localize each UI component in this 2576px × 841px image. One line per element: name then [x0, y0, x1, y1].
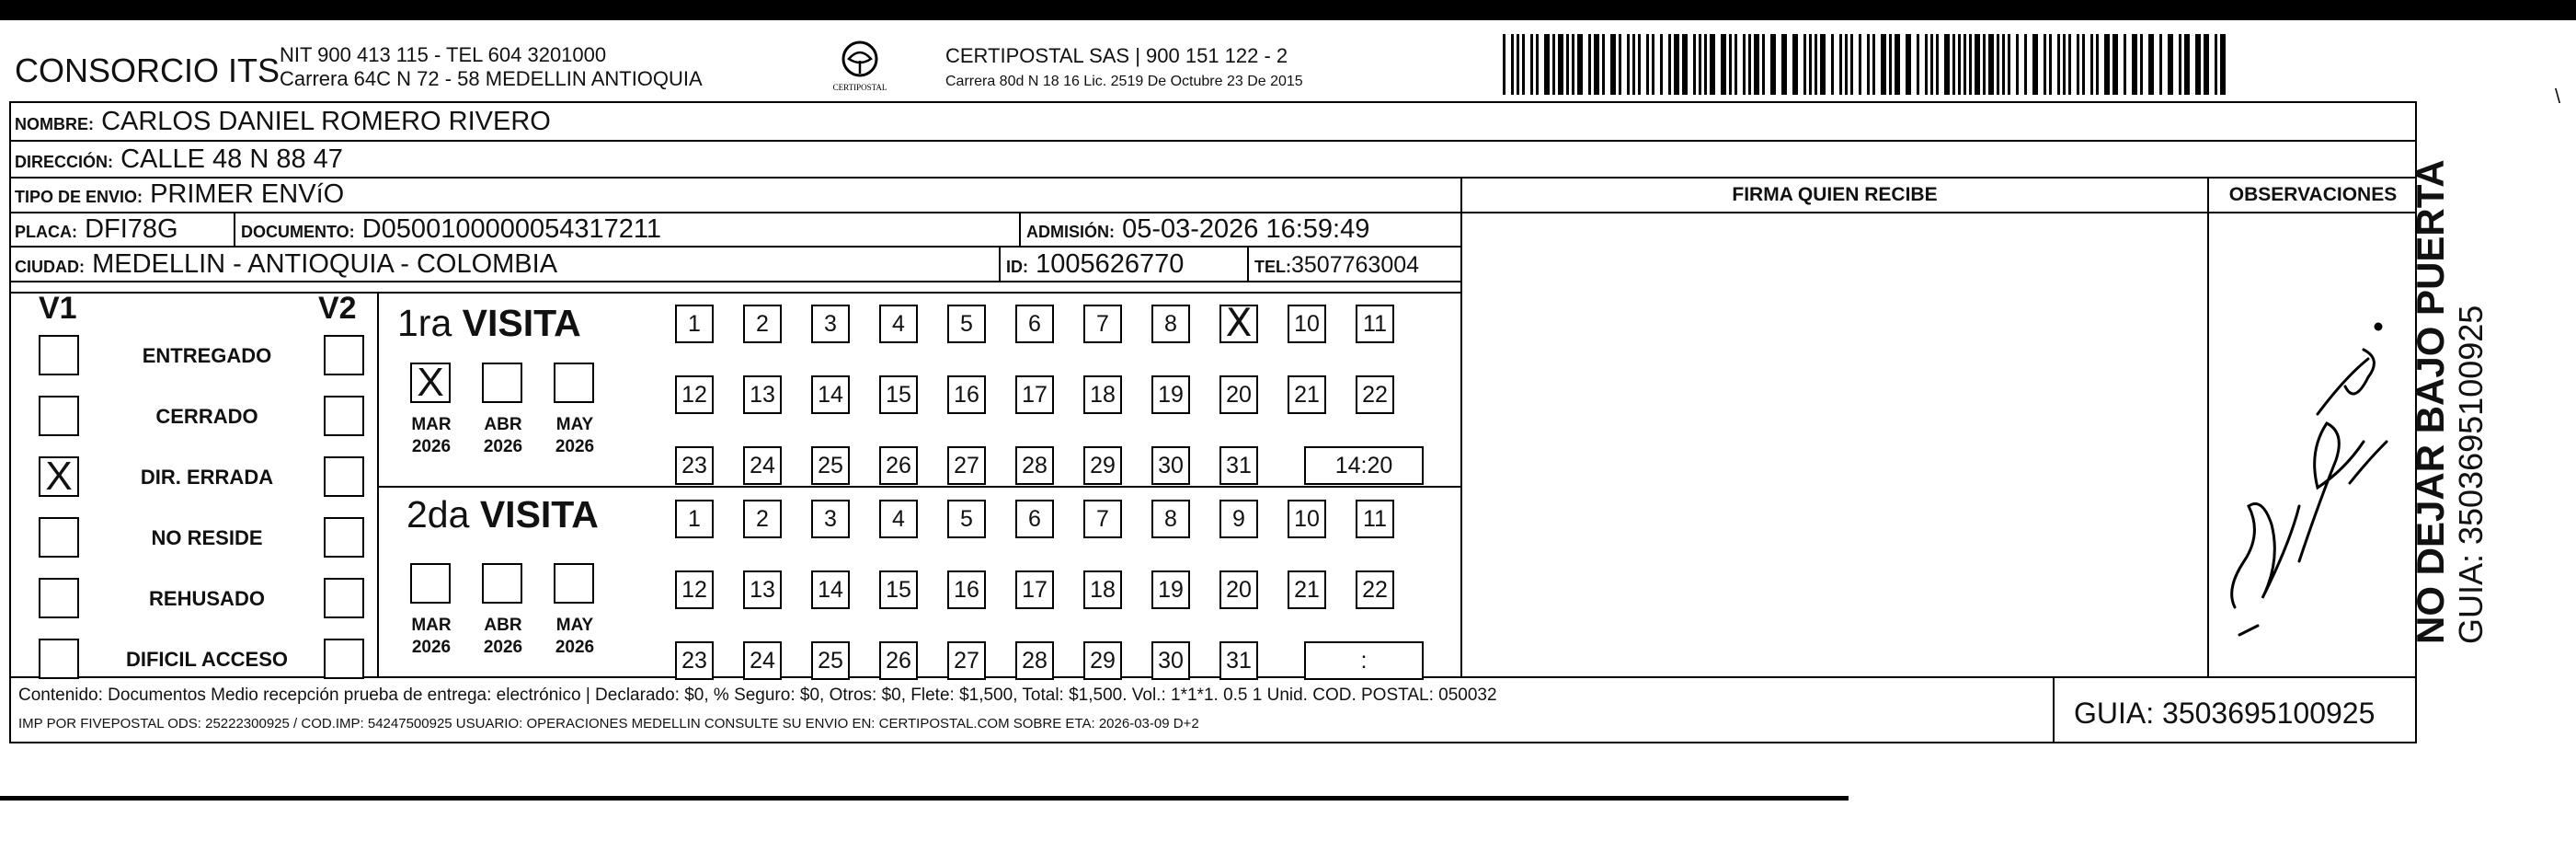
- id-value: 1005626770: [1036, 249, 1185, 279]
- visit1-day-box: 24: [743, 446, 782, 485]
- visit1-time-box: 14:20: [1304, 446, 1424, 485]
- visit1-day-box: 21: [1288, 375, 1326, 414]
- barcode-bar: [1710, 34, 1715, 95]
- barcode-bar: [2112, 34, 2118, 95]
- visit1-day-box: 17: [1015, 375, 1054, 414]
- barcode-bar: [2184, 34, 2190, 95]
- barcode-bar: [1652, 34, 1654, 95]
- placa-label: PLACA:: [15, 223, 77, 241]
- visit2-month-checkbox: [482, 563, 522, 604]
- barcode-bar: [1610, 34, 1616, 95]
- barcode-bar: [1743, 34, 1746, 95]
- v2-checkbox: [324, 456, 364, 497]
- recipient-name-row: [15, 107, 551, 137]
- status-option-label: CERRADO: [155, 405, 258, 428]
- barcode-bar: [1729, 34, 1732, 95]
- barcode-bar: [1693, 34, 1696, 95]
- status-option-label: ENTREGADO: [142, 344, 272, 367]
- barcode-bar: [2057, 34, 2060, 95]
- barcode-bar: [1917, 34, 1919, 95]
- barcode-bar: [2002, 34, 2005, 95]
- visit2-day-box: 24: [743, 641, 782, 680]
- carrier-address: Carrera 80d N 18 16 Lic. 2519 De Octubre 23 De 2015: [945, 74, 1303, 89]
- visit2-day-box: 21: [1288, 570, 1326, 609]
- barcode-bar: [1699, 34, 1701, 95]
- barcode-bar: [1566, 34, 1569, 95]
- v1-checkbox: [39, 578, 79, 618]
- visit1-month-name: MAY: [555, 415, 594, 434]
- visit1-day-box: 8: [1151, 305, 1190, 343]
- visit1-day-box: 27: [947, 446, 986, 485]
- recipient-name: CARLOS DANIEL ROMERO RIVERO: [101, 107, 551, 136]
- visit2-day-box: 11: [1356, 500, 1394, 538]
- certipostal-logo-icon: [823, 39, 897, 99]
- visit2-month-name: MAY: [555, 616, 594, 635]
- visit2-day-box: 12: [675, 570, 714, 609]
- v2-checkbox: [324, 639, 364, 679]
- visit1-day-box: 6: [1015, 305, 1054, 343]
- visit2-day-box: 9: [1219, 500, 1258, 538]
- rule: [9, 281, 1462, 282]
- city-value: MEDELLIN - ANTIOQUIA - COLOMBIA: [92, 249, 558, 279]
- rule: [9, 177, 2417, 179]
- v1-checkbox: [39, 396, 79, 436]
- barcode-bar: [1517, 34, 1519, 95]
- rule: [1247, 246, 1249, 281]
- barcode-bar: [2049, 34, 2052, 95]
- visit2-title: [406, 493, 599, 536]
- visit2-day-box: 2: [743, 500, 782, 538]
- barcode-bar: [1721, 34, 1726, 95]
- print-info: IMP POR FIVEPOSTAL ODS: 25222300925 / COD.IMP: 54247500925 USUARIO: OPERACIONES MEDELLIN CONSULTE SU ENVIO EN: CERTIPOSTAL.COM SOBRE ETA: 2026-03-09 D+2: [18, 716, 1199, 732]
- id-label: ID:: [1006, 258, 1028, 276]
- barcode-bar: [2215, 34, 2217, 95]
- visit1-title: [397, 302, 581, 345]
- barcode-bar: [2082, 34, 2085, 95]
- visit1-month-checkbox: [554, 363, 594, 403]
- barcode-bar: [1770, 34, 1776, 95]
- visit1-day-box: 16: [947, 375, 986, 414]
- barcode-bar: [1988, 34, 1994, 95]
- address-row: [15, 144, 343, 175]
- rule: [1019, 212, 1021, 247]
- bottom-edge-line: [0, 796, 1849, 801]
- id-row: [1006, 249, 1184, 280]
- visit2-number: 2da: [406, 493, 470, 536]
- carrier-line: CERTIPOSTAL SAS | 900 151 122 - 2: [945, 44, 1288, 67]
- visit2-day-box: 4: [879, 500, 918, 538]
- v2-checkbox: [324, 335, 364, 375]
- document-row: [241, 214, 661, 245]
- barcode-bar: [1815, 34, 1817, 95]
- visit2-day-box: 20: [1219, 570, 1258, 609]
- visit2-day-box: 30: [1151, 641, 1190, 680]
- visit1-day-box: 22: [1356, 375, 1394, 414]
- visit2-day-box: 8: [1151, 500, 1190, 538]
- barcode-bar: [1859, 34, 1861, 95]
- barcode-bar: [1588, 34, 1591, 95]
- visit1-day-box: 14: [811, 375, 850, 414]
- direccion-label: DIRECCIÓN:: [15, 153, 113, 171]
- visit2-day-box: 15: [879, 570, 918, 609]
- visit1-day-box: 13: [743, 375, 782, 414]
- barcode-bar: [1668, 34, 1671, 95]
- barcode-bar: [1781, 34, 1787, 95]
- company-address: Carrera 64C N 72 - 58 MEDELLIN ANTIOQUIA: [280, 67, 703, 90]
- status-option-label: NO RESIDE: [151, 526, 263, 549]
- visit1-day-box: 23: [675, 446, 714, 485]
- visit2-day-box: 17: [1015, 570, 1054, 609]
- rule: [999, 246, 1001, 281]
- visit2-day-box: 31: [1219, 641, 1258, 680]
- visit2-month-checkbox: [410, 563, 451, 604]
- visit2-day-box: 10: [1288, 500, 1326, 538]
- tipo-envio-label: TIPO DE ENVIO:: [15, 188, 143, 206]
- document-value: D0500100000054317211: [361, 214, 661, 244]
- tel-value: 3507763004: [1291, 252, 1420, 278]
- barcode-bar: [2148, 34, 2154, 95]
- v2-checkbox: [324, 396, 364, 436]
- visit2-day-box: 27: [947, 641, 986, 680]
- barcode-bar: [1632, 34, 1635, 95]
- shipment-type: PRIMER ENVíO: [150, 179, 345, 209]
- plate-value: DFI78G: [85, 214, 178, 244]
- visit2-day-box: 6: [1015, 500, 1054, 538]
- barcode-bar: [2024, 34, 2027, 95]
- visit1-day-box: 31: [1219, 446, 1258, 485]
- barcode-bar: [2090, 34, 2093, 95]
- barcode-bar: [1925, 34, 1928, 95]
- documento-label: DOCUMENTO:: [241, 223, 355, 241]
- visit1-day-box: 1: [675, 305, 714, 343]
- status-option-label: REHUSADO: [149, 587, 265, 610]
- barcode-bar: [1522, 34, 1525, 95]
- visit1-month-checkbox: [482, 363, 522, 403]
- company-info: [280, 43, 703, 91]
- visit1-day-box: 5: [947, 305, 986, 343]
- barcode-bar: [1503, 34, 1506, 95]
- visit1-month-year: 2026: [411, 437, 452, 456]
- v2-checkbox: [324, 578, 364, 618]
- contents-summary: Contenido: Documentos Medio recepción prueba de entrega: electrónico | Declarado: $0, % Seguro: $0, Otros: $0, Flete: $1,500, Total: $1,500. Vol.: 1*1*1. 0.5 1 Unid. COD. POSTAL: 050032: [18, 685, 1497, 705]
- rule: [1460, 177, 1462, 678]
- visit1-day-box: 18: [1083, 375, 1122, 414]
- barcode-bar: [1511, 34, 1514, 95]
- admission-row: [1026, 214, 1369, 245]
- barcode-bar: [1952, 34, 1955, 95]
- plate-row: [15, 214, 178, 245]
- visit1-day-box: 3: [811, 305, 850, 343]
- barcode-bar: [2204, 34, 2209, 95]
- barcode-bar: [1944, 34, 1950, 95]
- barcode-bar: [1881, 34, 1886, 95]
- guia-number-box: GUIA: 3503695100925: [2074, 697, 2376, 730]
- v1-checkbox: [39, 335, 79, 375]
- visit1-month-year: 2026: [483, 437, 523, 456]
- rule: [9, 140, 2417, 142]
- barcode-bar: [2096, 34, 2099, 95]
- visit2-day-box: 16: [947, 570, 986, 609]
- barcode-bar: [1619, 34, 1621, 95]
- visit1-day-box: 25: [811, 446, 850, 485]
- carrier-info: [945, 43, 1303, 95]
- tracking-barcode: [1503, 34, 2235, 95]
- do-not-leave-warning: NO DEJAR BAJO PUERTA: [2409, 159, 2452, 644]
- visit2-day-box: 28: [1015, 641, 1054, 680]
- visit1-month-name: ABR: [484, 415, 522, 434]
- visit1-day-box: 20: [1219, 375, 1258, 414]
- visit1-day-box: 26: [879, 446, 918, 485]
- barcode-bar: [1803, 34, 1806, 95]
- visit2-month-year: 2026: [555, 638, 595, 657]
- tel-label: TEL:: [1254, 258, 1291, 276]
- barcode-bar: [1820, 34, 1826, 95]
- barcode-bar: [2008, 34, 2010, 95]
- barcode-bar: [2032, 34, 2038, 95]
- barcode-bar: [1997, 34, 1999, 95]
- rule: [2053, 676, 2055, 743]
- barcode-bar: [1958, 34, 1961, 95]
- barcode-bar: [1536, 34, 1539, 95]
- signature-column-header: FIRMA QUIEN RECIBE: [1732, 184, 1938, 205]
- barcode-bar: [2063, 34, 2066, 95]
- barcode-bar: [2044, 34, 2046, 95]
- barcode-bar: [2168, 34, 2173, 95]
- visit1-number: 1ra: [397, 302, 452, 344]
- v2-header: V2: [318, 291, 357, 326]
- visit1-day-box: 30: [1151, 446, 1190, 485]
- barcode-bar: [2179, 34, 2181, 95]
- barcode-bar: [2016, 34, 2019, 95]
- visit2-day-box: 14: [811, 570, 850, 609]
- barcode-bar: [1660, 34, 1663, 95]
- visit2-month-checkbox: [554, 563, 594, 604]
- barcode-bar: [1748, 34, 1751, 95]
- visit2-day-box: 23: [675, 641, 714, 680]
- barcode-bar: [1646, 34, 1649, 95]
- barcode-bar: [2077, 34, 2079, 95]
- visit1-day-box: 29: [1083, 446, 1122, 485]
- shipment-type-row: [15, 179, 344, 210]
- barcode-bar: [1872, 34, 1875, 95]
- visit2-day-box: 26: [879, 641, 918, 680]
- visit2-day-box: 13: [743, 570, 782, 609]
- recipient-address: CALLE 48 N 88 47: [120, 144, 343, 174]
- barcode-bar: [1983, 34, 1986, 95]
- visit2-day-box: 7: [1083, 500, 1122, 538]
- visit1-day-box: 12: [675, 375, 714, 414]
- rule: [9, 292, 1462, 294]
- visit2-month-year: 2026: [411, 638, 452, 657]
- barcode-bar: [1963, 34, 1966, 95]
- stray-mark: \: [2555, 85, 2561, 108]
- barcode-bar: [1831, 34, 1834, 95]
- visit2-month-name: MAR: [411, 616, 452, 635]
- admission-datetime: 05-03-2026 16:59:49: [1122, 214, 1370, 244]
- observations-column-header: OBSERVACIONES: [2228, 184, 2398, 205]
- barcode-bar: [1627, 34, 1630, 95]
- barcode-bar: [1602, 34, 1605, 95]
- rule: [9, 246, 1462, 248]
- barcode-bar: [1850, 34, 1853, 95]
- visit1-day-box: 15: [879, 375, 918, 414]
- barcode-bar: [1762, 34, 1765, 95]
- barcode-bar: [1895, 34, 1900, 95]
- v1-checkbox: X: [39, 456, 79, 497]
- barcode-bar: [1969, 34, 1972, 95]
- rule: [234, 212, 235, 247]
- barcode-bar: [1682, 34, 1688, 95]
- status-option-label: DIR. ERRADA: [140, 466, 274, 489]
- barcode-bar: [1674, 34, 1679, 95]
- barcode-bar: [1889, 34, 1892, 95]
- visit2-day-box: 25: [811, 641, 850, 680]
- barcode-bar: [2104, 34, 2110, 95]
- visit2-day-box: 5: [947, 500, 986, 538]
- barcode-bar: [1839, 34, 1842, 95]
- visit1-day-box: 4: [879, 305, 918, 343]
- visit1-day-box: 11: [1356, 305, 1394, 343]
- visit1-month-name: MAR: [411, 415, 452, 434]
- top-black-bar: [0, 0, 2576, 20]
- visit1-day-box: X: [1219, 305, 1258, 343]
- visit1-day-box: 28: [1015, 446, 1054, 485]
- nombre-label: NOMBRE:: [15, 115, 94, 133]
- barcode-bar: [1930, 34, 1933, 95]
- city-row: [15, 249, 557, 280]
- rule: [377, 486, 1462, 488]
- barcode-bar: [1577, 34, 1583, 95]
- barcode-bar: [1792, 34, 1798, 95]
- visit2-month-name: ABR: [484, 616, 522, 635]
- barcode-bar: [1906, 34, 1911, 95]
- rule: [9, 676, 2417, 678]
- side-vertical-text: [2410, 159, 2490, 644]
- barcode-bar: [1572, 34, 1574, 95]
- barcode-bar: [1544, 34, 1550, 95]
- rule: [2053, 742, 2417, 743]
- barcode-bar: [1809, 34, 1812, 95]
- admision-label: ADMISIÓN:: [1026, 223, 1115, 241]
- visit2-day-box: 1: [675, 500, 714, 538]
- visit2-month-year: 2026: [483, 638, 523, 657]
- side-guia-number: GUIA: 3503695100925: [2452, 305, 2490, 644]
- barcode-bar: [1552, 34, 1555, 95]
- visit2-day-box: 18: [1083, 570, 1122, 609]
- visit1-month-year: 2026: [555, 437, 595, 456]
- rule: [377, 292, 379, 678]
- v2-checkbox: [324, 517, 364, 558]
- status-option-label: DIFICIL ACCESO: [125, 648, 288, 671]
- visit2-day-box: 29: [1083, 641, 1122, 680]
- barcode-bar: [1754, 34, 1759, 95]
- visit1-day-box: 7: [1083, 305, 1122, 343]
- logo-text: CERTIPOSTAL: [832, 83, 887, 92]
- barcode-bar: [1975, 34, 1980, 95]
- visit2-word: VISITA: [479, 493, 599, 536]
- barcode-bar: [2195, 34, 2201, 95]
- visit1-day-box: 2: [743, 305, 782, 343]
- tel-row: [1254, 252, 1419, 279]
- visit1-word: VISITA: [462, 302, 581, 344]
- v1-checkbox: [39, 517, 79, 558]
- barcode-bar: [2220, 34, 2226, 95]
- visit1-day-box: 19: [1151, 375, 1190, 414]
- visit2-day-box: 19: [1151, 570, 1190, 609]
- visit1-month-checkbox: X: [410, 363, 451, 403]
- ciudad-label: CIUDAD:: [15, 258, 85, 276]
- barcode-bar: [2132, 34, 2137, 95]
- company-name: CONSORCIO ITS: [15, 52, 280, 89]
- barcode-bar: [1936, 34, 1939, 95]
- visit2-day-box: 22: [1356, 570, 1394, 609]
- rule: [9, 212, 2417, 213]
- barcode-bar: [1638, 34, 1641, 95]
- barcode-bar: [1594, 34, 1599, 95]
- v1-checkbox: [39, 639, 79, 679]
- barcode-bar: [2159, 34, 2162, 95]
- v1-header: V1: [39, 291, 77, 326]
- barcode-bar: [1735, 34, 1737, 95]
- barcode-bar: [2068, 34, 2071, 95]
- visit2-day-box: 3: [811, 500, 850, 538]
- barcode-bar: [1867, 34, 1870, 95]
- visit2-time-box: :: [1304, 641, 1424, 680]
- barcode-bar: [1845, 34, 1848, 95]
- handwritten-signature-icon: [2207, 322, 2415, 672]
- barcode-bar: [1530, 34, 1533, 95]
- barcode-bar: [1558, 34, 1563, 95]
- barcode-bar: [2124, 34, 2126, 95]
- barcode-bar: [1704, 34, 1707, 95]
- visit1-day-box: 10: [1288, 305, 1326, 343]
- nit-line: NIT 900 413 115 - TEL 604 3201000: [280, 43, 607, 66]
- barcode-bar: [2140, 34, 2143, 95]
